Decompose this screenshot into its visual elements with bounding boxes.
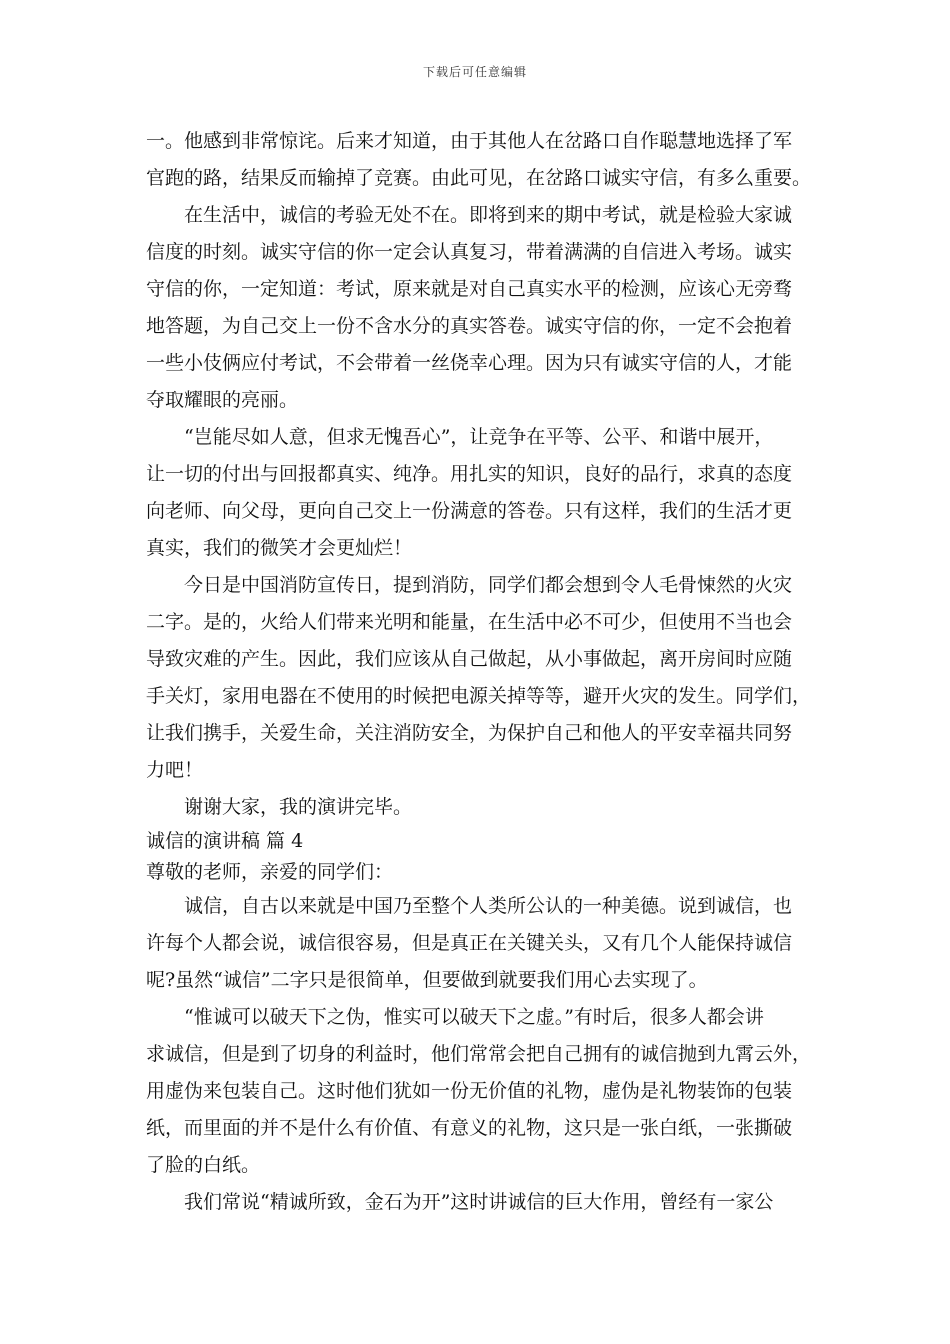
text-line: 让我们携手，关爱生命，关注消防安全，为保护自己和他人的平安幸福共同努 (146, 722, 793, 744)
text-line: 信度的时刻。诚实守信的你一定会认真复习，带着满满的自信进入考场。诚实 (146, 241, 793, 263)
text-line: 求诚信，但是到了切身的利益时，他们常常会把自己拥有的诚信抛到九霄云外， (146, 1043, 812, 1065)
text-line: 了脸的白纸。 (146, 1154, 261, 1176)
text-line: 用虚伪来包装自己。这时他们犹如一份无价值的礼物，虚伪是礼物装饰的包装 (146, 1080, 793, 1102)
text-line: 一。他感到非常惊诧。后来才知道，由于其他人在岔路口自作聪慧地选择了军 (146, 130, 793, 152)
text-line: 官跑的路，结果反而输掉了竞赛。由此可见，在岔路口诚实守信，有多么重要。 (146, 167, 812, 189)
page-header: 下载后可任意编辑 (422, 65, 527, 79)
text-line: 手关灯，家用电器在不使用的时候把电源关掉等等，避开火灾的发生。同学们， (146, 685, 812, 707)
text-line: 夺取耀眼的亮丽。 (146, 389, 299, 411)
text-line: 在生活中，诚信的考验无处不在。即将到来的期中考试，就是检验大家诚 (184, 204, 793, 226)
text-line: 二字。是的，火给人们带来光明和能量，在生活中必不可少，但使用不当也会 (146, 611, 793, 633)
text-line: 今日是中国消防宣传日，提到消防，同学们都会想到令人毛骨悚然的火灾 (184, 574, 793, 596)
document-body (146, 123, 814, 1221)
text-line: 尊敬的老师，亲爱的同学们： (146, 861, 394, 883)
text-line: 许每个人都会说，诚信很容易，但是真正在关键关头，又有几个人能保持诚信 (146, 932, 793, 954)
text-line: 导致灾难的产生。因此，我们应该从自己做起，从小事做起，离开房间时应随 (146, 648, 793, 670)
text-line: 纸，而里面的并不是什么有价值、有意义的礼物，这只是一张白纸，一张撕破 (146, 1117, 793, 1139)
text-line: 我们常说“精诚所致，金石为开”这时讲诚信的巨大作用，曾经有一家公 (184, 1191, 774, 1213)
text-line: 诚信的演讲稿 篇 4 (146, 830, 304, 852)
text-line: 让一切的付出与回报都真实、纯净。用扎实的知识，良好的品行，求真的态度 (146, 463, 793, 485)
text-line: “惟诚可以破天下之伪，惟实可以破天下之虚。”有时后，很多人都会讲 (184, 1006, 764, 1028)
text-line: 一些小伎俩应付考试，不会带着一丝侥幸心理。因为只有诚实守信的人，才能 (146, 352, 793, 374)
text-line: “岂能尽如人意，但求无愧吾心”，让竞争在平等、公平、和谐中展开， (184, 426, 774, 448)
text-line: 呢?虽然“诚信”二字只是很简单，但要做到就要我们用心去实现了。 (146, 969, 708, 991)
text-line: 守信的你，一定知道：考试，原来就是对自己真实水平的检测，应该心无旁骛 (146, 278, 793, 300)
text-line: 地答题，为自己交上一份不含水分的真实答卷。诚实守信的你，一定不会抱着 (146, 315, 793, 337)
text-line: 诚信，自古以来就是中国乃至整个人类所公认的一种美德。说到诚信，也 (184, 895, 793, 917)
text-line: 向老师、向父母，更向自己交上一份满意的答卷。只有这样，我们的生活才更 (146, 500, 793, 522)
text-line: 真实，我们的微笑才会更灿烂！ (146, 537, 413, 559)
text-line: 谢谢大家，我的演讲完毕。 (184, 796, 413, 818)
text-line: 力吧！ (146, 759, 204, 781)
